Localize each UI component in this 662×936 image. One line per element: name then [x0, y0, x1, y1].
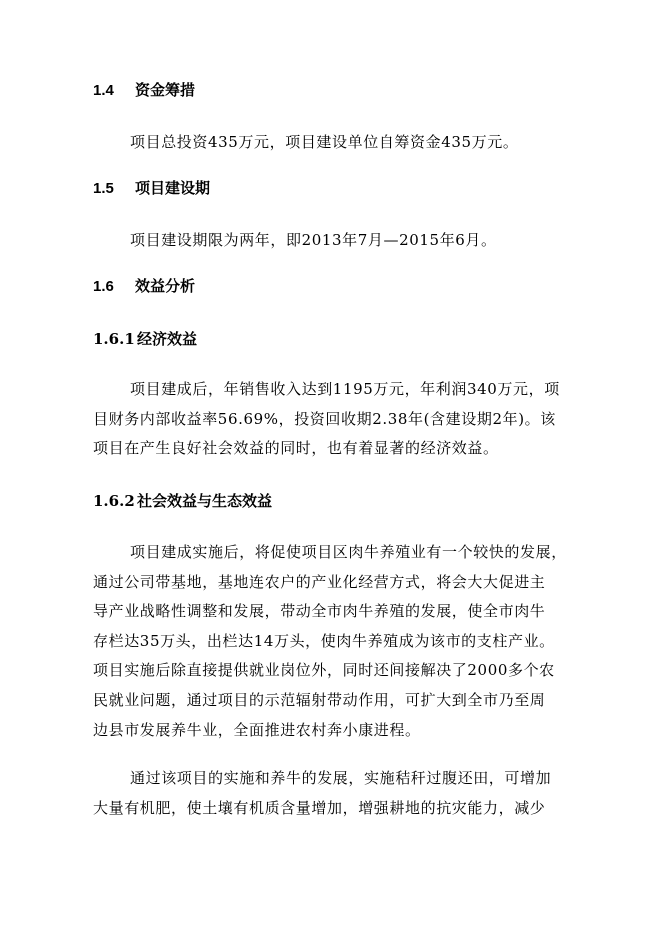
subsection-number: 1.6.2	[93, 492, 135, 510]
section-title: 效益分析	[135, 278, 196, 295]
subsection-paragraph-1-6-2	[93, 538, 579, 745]
section-number: 1.5	[93, 180, 114, 197]
subsection-title: 社会效益与生态效益	[137, 492, 273, 510]
paragraph-line: 项目在产生良好社会效益的同时，也有着显著的经济效益。	[93, 439, 499, 458]
paragraph-line: 通过公司带基地，基地连农户的产业化经营方式，将会大大促进主	[93, 572, 546, 591]
paragraph-line: 项目建成后，年销售收入达到1195万元，年利润340万元，项	[130, 380, 560, 398]
subsection-paragraph-1-6-2-continued	[93, 764, 579, 823]
paragraph-line: 项目实施后除直接提供就业岗位外，同时还间接解决了2000多个农	[93, 661, 555, 680]
paragraph-line: 目财务内部收益率56.69%，投资回收期2.38年(含建设期2年)。该	[93, 409, 556, 428]
section-heading-1-6	[93, 277, 195, 297]
section-heading-1-4	[93, 81, 195, 101]
paragraph-line: 通过该项目的实施和养牛的发展，实施秸秆过腹还田，可增加	[130, 769, 552, 787]
subsection-heading-1-6-1	[93, 329, 197, 349]
paragraph-line: 存栏达35万头，出栏达14万头，使肉牛养殖成为该市的支柱产业。	[93, 631, 555, 650]
paragraph-line: 项目总投资435万元，项目建设单位自筹资金435万元。	[130, 133, 519, 151]
subsection-title: 经济效益	[137, 330, 198, 348]
paragraph-line: 大量有机肥，使土壤有机质含量增加，增强耕地的抗灾能力，减少	[93, 798, 546, 817]
subsection-number: 1.6.1	[93, 330, 135, 348]
paragraph-line: 项目建设期限为两年，即2013年7月—2015年6月。	[130, 231, 497, 249]
section-title: 项目建设期	[135, 180, 211, 197]
section-heading-1-5	[93, 179, 210, 199]
section-number: 1.4	[93, 82, 114, 99]
paragraph-line: 项目建成实施后，将促使项目区肉牛养殖业有一个较快的发展，	[130, 543, 567, 561]
section-number: 1.6	[93, 278, 114, 295]
subsection-heading-1-6-2	[93, 491, 272, 511]
section-paragraph-1-5	[93, 226, 579, 256]
section-title: 资金筹措	[135, 82, 196, 99]
paragraph-line: 导产业战略性调整和发展，带动全市肉牛养殖的发展，使全市肉牛	[93, 602, 546, 621]
subsection-paragraph-1-6-1	[93, 375, 579, 464]
paragraph-line: 边县市发展养牛业，全面推进农村奔小康进程。	[93, 720, 421, 739]
section-paragraph-1-4	[93, 128, 579, 158]
paragraph-line: 民就业问题，通过项目的示范辐射带动作用，可扩大到全市乃至周	[93, 690, 546, 709]
